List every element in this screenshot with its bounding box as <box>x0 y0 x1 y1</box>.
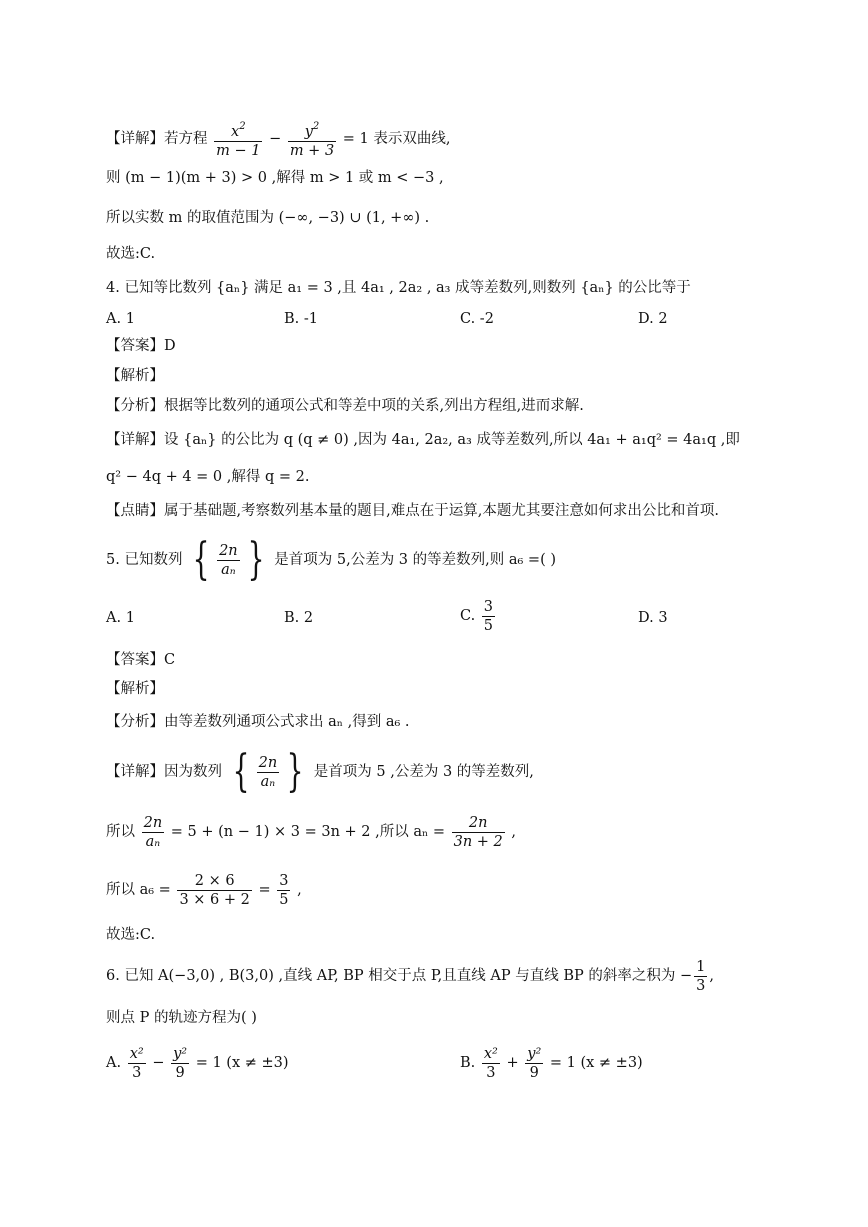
q3-conclusion: 故选:C. <box>106 246 156 262</box>
q4-option-d: D. 2 <box>638 311 668 327</box>
q5-option-d: D. 3 <box>638 610 668 626</box>
q6-stem2: 则点 P 的轨迹方程为( ) <box>106 1010 257 1026</box>
q5-option-c: C. $\frac{3}{5}$ <box>460 598 494 634</box>
q4-detail2: q² − 4q + 4 = 0 ,解得 q = 2. <box>106 469 310 485</box>
q3-fraction-y: $\frac{y^2}{m + 3}$ <box>289 121 335 159</box>
q3-line2: 则 (m − 1)(m + 3) > 0 ,解得 m > 1 或 m < −3 , <box>106 170 444 186</box>
left-brace: { <box>192 534 210 585</box>
q5-analysis: 【分析】由等差数列通项公式求出 aₙ ,得到 a₆ . <box>106 714 410 730</box>
q5-detail-fraction: $\frac{2n}{\text{aₙ}}$ <box>258 754 278 790</box>
q5-so1-rhs-fraction: $\frac{2n}{3n + 2}$ <box>453 814 503 850</box>
q4-answer: 【答案】D <box>106 338 176 354</box>
q3-line3: 所以实数 m 的取值范围为 (−∞, −3) ∪ (1, +∞) . <box>106 210 430 226</box>
q5-option-c-fraction: $\frac{3}{5}$ <box>483 598 494 634</box>
q5-so2-fraction1: $\frac{2 \times 6}{3 \times 6 + 2}$ <box>179 872 250 908</box>
q4-note: 【点睛】属于基础题,考察数列基本量的题目,难点在于运算,本题尤其要注意如何求出公比和首项. <box>106 503 719 519</box>
q4-detail1: 【详解】设 {aₙ} 的公比为 q (q ≠ 0) ,因为 4a₁, 2a₂, a₃ 成等差数列,所以 4a₁ + a₁q² = 4a₁q ,即 <box>106 432 740 448</box>
q4-analysis-title: 【解析】 <box>106 368 164 384</box>
q5-so1-lhs-fraction: $\frac{2n}{\text{aₙ}}$ <box>143 814 163 850</box>
q4-option-a: A. 1 <box>106 311 135 327</box>
q6-option-b: B. $\frac{\text{x²}}{3}$ + $\frac{\text{y²}}{9}$ = 1 (x ≠ ±3) <box>460 1045 643 1081</box>
q3-eq-rest: = 1 表示双曲线, <box>342 131 451 147</box>
q5-answer: 【答案】C <box>106 652 176 668</box>
q5-so2-fraction2: $\frac{3}{5}$ <box>279 872 289 908</box>
q4-analysis: 【分析】根据等比数列的通项公式和等差中项的关系,列出方程组,进而求解. <box>106 398 584 414</box>
q3-detail-head: 【详解】若方程 <box>106 131 208 147</box>
q5-option-a: A. 1 <box>106 610 135 626</box>
q6-stem: 6. 已知 A(−3,0) , B(3,0) ,直线 AP, BP 相交于点 P,且直线 AP 与直线 BP 的斜率之积为 − $\frac{1}{3}$ , <box>106 958 714 994</box>
left-brace: { <box>232 746 250 797</box>
q6-slope-fraction: $\frac{1}{3}$ <box>696 958 706 994</box>
q4-option-b: B. -1 <box>284 311 318 327</box>
q5-so1: 所以 $\frac{2n}{\text{aₙ}}$ = 5 + (n − 1) × 3 = 3n + 2 ,所以 aₙ = $\frac{2n}{3n + 2}$ , <box>106 814 517 850</box>
q6-option-a: A. $\frac{\text{x²}}{3}$ − $\frac{\text{y²}}{9}$ = 1 (x ≠ ±3) <box>106 1045 289 1081</box>
right-brace: } <box>286 746 304 797</box>
right-brace: } <box>247 534 265 585</box>
q5-seq-fraction: $\frac{2n}{\text{aₙ}}$ <box>219 542 238 578</box>
q4-option-c: C. -2 <box>460 311 494 327</box>
q4-stem: 4. 已知等比数列 {aₙ} 满足 a₁ = 3 ,且 4a₁ , 2a₂ , a₃ 成等差数列,则数列 {aₙ} 的公比等于 <box>106 280 691 296</box>
q3-fraction-x: $\frac{x^2}{m - 1}$ <box>216 121 261 159</box>
q5-so2: 所以 a₆ = $\frac{2 \times 6}{3 \times 6 + 2}$ = $\frac{3}{5}$ , <box>106 872 302 908</box>
q5-analysis-title: 【解析】 <box>106 681 164 697</box>
q5-option-b: B. 2 <box>284 610 314 626</box>
q5-conclusion: 故选:C. <box>106 927 156 943</box>
q5-detail: 【详解】因为数列 { $\frac{2n}{\text{aₙ}}$ } 是首项为 5 ,公差为 3 的等差数列, <box>106 746 534 797</box>
q3-detail-line: 【详解】若方程 $\frac{x^2}{m - 1}$ − $\frac{y^2}{m + 3}$ = 1 表示双曲线, <box>106 118 450 160</box>
q5-stem: 5. 已知数列 { $\frac{2n}{\text{aₙ}}$ } 是首项为 5,公差为 3 的等差数列,则 a₆ =( ) <box>106 534 556 585</box>
